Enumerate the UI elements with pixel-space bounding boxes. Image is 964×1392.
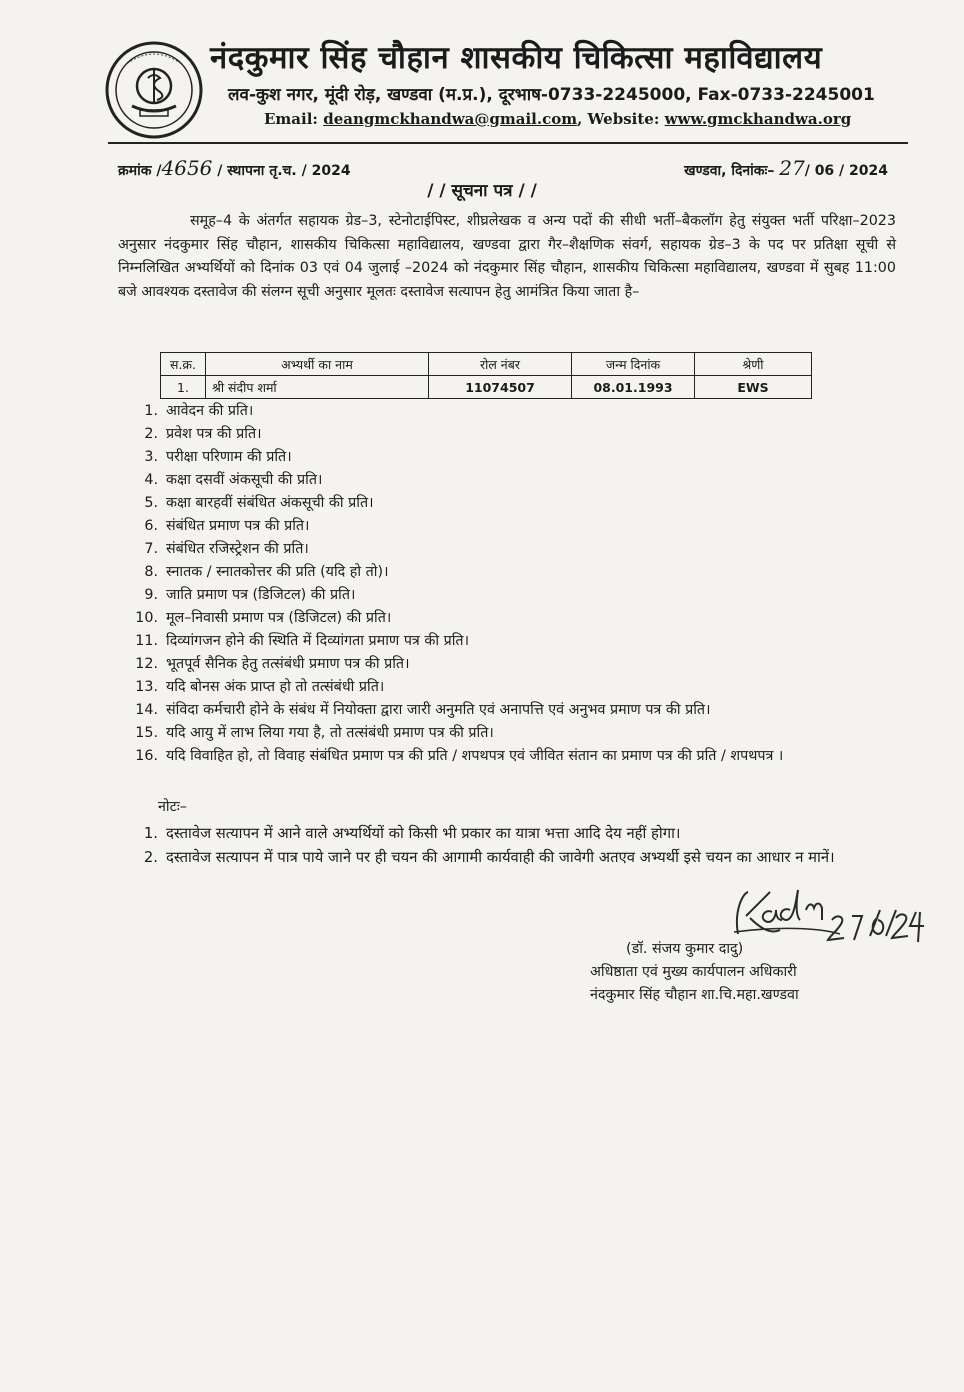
cell-serial: 1. [161,376,206,399]
list-item: 8. स्नातक / स्नातकोत्तर की प्रति (यदि हो तो)। [144,564,389,580]
reference-number [118,156,351,180]
list-item: 10. मूल–निवासी प्रमाण पत्र (डिजिटल) की प्रति। [135,610,392,626]
table-header-row [161,353,812,376]
col-serial: स.क्र. [161,353,206,376]
list-item: 7. संबंधित रजिस्ट्रेशन की प्रति। [144,541,309,557]
list-item: 14. संविदा कर्मचारी होने के संबंध में नियोक्ता द्वारा जारी अनुमति एवं अनापत्ति एवं अनुभव प्रमाण पत्र की प्रति। [135,702,711,718]
ref-prefix: क्रमांक / [118,163,162,179]
list-item: 5. कक्षा बारहवीं संबंधित अंकसूची की प्रति। [144,495,374,511]
institution-address: लव-कुश नगर, मूंदी रोड़, खण्डवा (म.प्र.), दूरभाष-0733-2245000, Fax-0733-2245001 [228,85,875,105]
list-item: 9. जाति प्रमाण पत्र (डिजिटल) की प्रति। [144,587,356,603]
notice-title: / / सूचना पत्र / / [427,181,537,201]
table-row [161,376,812,399]
cell-category: EWS [695,376,812,399]
list-item: 2. प्रवेश पत्र की प्रति। [144,426,262,442]
list-item: 4. कक्षा दसवीं अंकसूची की प्रति। [144,472,323,488]
cell-dob: 08.01.1993 [572,376,695,399]
list-item: 6. संबंधित प्रमाण पत्र की प्रति। [144,518,310,534]
signatory-name: (डॉ. संजय कुमार दादु) [626,941,744,957]
list-item: 3. परीक्षा परिणाम की प्रति। [144,449,292,465]
note-label: नोटः– [158,799,187,815]
header-divider [108,142,908,144]
col-roll: रोल नंबर [429,353,572,376]
date-day: 27 [779,156,805,180]
signatory-office: नंदकुमार सिंह चौहान शा.चि.महा.खण्डवा [590,987,799,1003]
col-dob: जन्म दिनांक [572,353,695,376]
document-list [120,400,900,768]
ref-number: 4656 [161,156,213,180]
contact-line [264,110,864,128]
website-link[interactable]: www.gmckhandwa.org [664,110,852,128]
website-label: , Website: [577,110,660,128]
email-link[interactable]: deangmckhandwa@gmail.com [323,110,578,128]
email-label: Email: [264,110,318,128]
college-seal-icon [104,40,204,140]
list-item: 1. दस्तावेज सत्यापन में आने वाले अभ्यर्थियों को किसी भी प्रकार का यात्रा भत्ता आदि देय नहीं होगा। [143,825,681,842]
ref-suffix: / स्थापना तृ.च. / 2024 [212,163,351,179]
col-category: श्रेणी [695,353,812,376]
list-item: 13. यदि बोनस अंक प्राप्त हो तो तत्संबंधी प्रति। [135,679,385,695]
date-prefix: खण्डवा, दिनांकः– [684,163,775,179]
list-item: 2. दस्तावेज सत्यापन में पात्र पाये जाने पर ही चयन की आगामी कार्यवाही की जावेगी अतएव अभ्यर्थी इसे चयन का आधार न मानें। [143,849,835,866]
date-suffix: / 06 / 2024 [804,163,888,179]
list-item: 1. आवेदन की प्रति। [144,403,254,419]
issue-date [684,156,888,180]
signatory-block [590,938,910,1007]
notice-body: समूह–4 के अंतर्गत सहायक ग्रेड–3, स्टेनोटाईपिस्ट, शीघ्रलेखक व अन्य पदों की सीधी भर्ती–बैकलॉग हेतु संयुक्त भर्ती परिक्षा–2023 अनुसार नंदकुमार सिंह चौहान, शासकीय चिकित्सा महाविद्यालय, खण्डवा द्वारा गैर–शैक्षणिक संवर्ग, सहायक ग्रेड–3 के पद पर प्रतिक्षा सूची से निम्नलिखित अभ्यर्थियों को दिनांक 03 एवं 04 जुलाई –2024 को नंदकुमार सिंह चौहान, शासकीय चिकित्सा महाविद्यालय, खण्डवा में सुबह 11:00 बजे आवश्यक दस्तावेज की संलग्न सूची अनुसार मूलतः दस्तावेज सत्यापन हेतु आमंत्रित किया जाता है– [118,213,896,300]
list-item: 15. यदि आयु में लाभ लिया गया है, तो तत्संबंधी प्रमाण पत्र की प्रति। [135,725,494,741]
list-item: 11. दिव्यांगजन होने की स्थिति में दिव्यांगता प्रमाण पत्र की प्रति। [135,633,470,649]
col-name: अभ्यर्थी का नाम [206,353,429,376]
cell-roll: 11074507 [429,376,572,399]
list-item: 16. यदि विवाहित हो, तो विवाह संबंधित प्रमाण पत्र की प्रति / शपथपत्र एवं जीवित संतान का प्रमाण पत्र की प्रति / शपथपत्र । [135,748,784,764]
notes-list [120,822,900,870]
list-item: 12. भूतपूर्व सैनिक हेतु तत्संबंधी प्रमाण पत्र की प्रति। [135,656,410,672]
signatory-designation: अधिष्ठाता एवं मुख्य कार्यपालन अधिकारी [590,964,797,980]
cell-name: श्री संदीप शर्मा [206,376,429,399]
candidate-table [160,352,812,399]
institution-name: नंदकुमार सिंह चौहान शासकीय चिकित्सा महाविद्यालय [210,40,823,76]
